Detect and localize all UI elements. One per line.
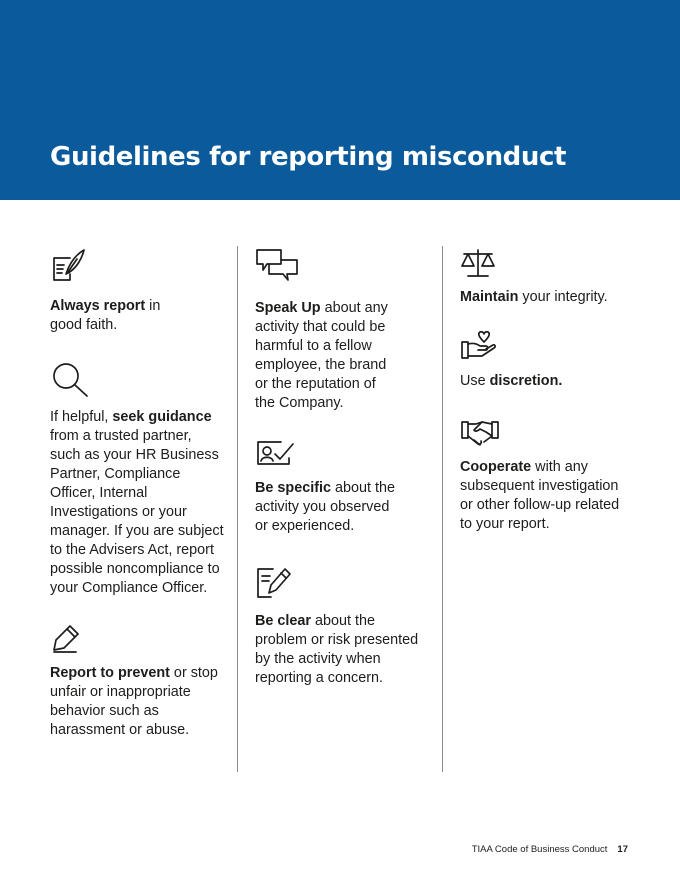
- pencil-icon: [50, 618, 90, 658]
- column-divider: [237, 246, 238, 772]
- magnifier-icon: [50, 360, 90, 400]
- page-title: Guidelines for reporting misconduct: [50, 142, 567, 172]
- column-divider: [442, 246, 443, 772]
- guideline-text: Report to prevent or stop unfair or inappropriate behavior such as harassment or abuse.: [50, 665, 218, 738]
- guideline-text: Speak Up about any activity that could be harmful to a fellow employee, the brand or the reputation of the Company.: [255, 300, 388, 411]
- guideline-text: Always report in good faith.: [50, 298, 161, 333]
- guideline-text: If helpful, seek guidance from a trusted partner, such as your HR Business Partner, Compliance Officer, Internal Investigations or your manager. If you are subject to the Advisers Act, report possible noncompliance to your Compliance Officer.: [50, 409, 224, 596]
- footer-doc-title: TIAA Code of Business Conduct: [471, 844, 608, 855]
- handshake-icon: [460, 414, 500, 454]
- guideline-text: Use discretion.: [460, 373, 563, 389]
- page-footer: [472, 844, 628, 855]
- document-pen-icon: [255, 563, 295, 603]
- note-quill-icon: [50, 248, 90, 288]
- hand-heart-icon: [460, 328, 500, 368]
- guideline-text: Cooperate with any subsequent investigation or other follow-up related to your report.: [460, 459, 620, 532]
- guideline-text: Be clear about the problem or risk presented by the activity when reporting a concern.: [255, 613, 419, 686]
- id-card-check-icon: [255, 434, 295, 474]
- guideline-text: Maintain your integrity.: [460, 289, 608, 305]
- guideline-text: Be specific about the activity you observed or experienced.: [255, 480, 396, 534]
- header-banner: [0, 0, 680, 200]
- speech-bubbles-icon: [255, 246, 295, 286]
- page-number: 17: [617, 844, 628, 855]
- scales-icon: [460, 246, 500, 286]
